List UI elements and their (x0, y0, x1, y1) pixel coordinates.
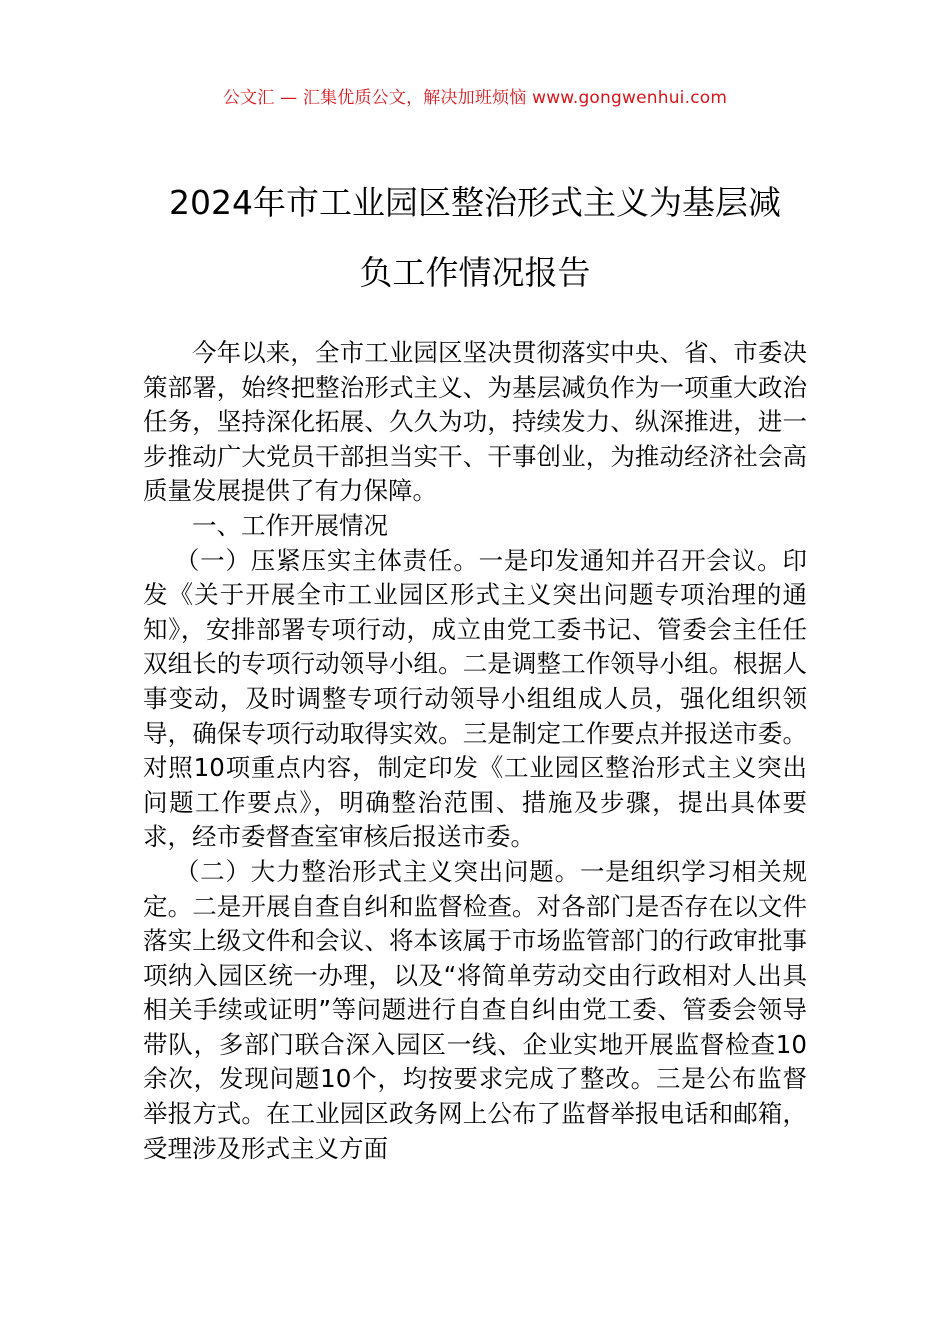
document-body (143, 336, 807, 1166)
paragraph-intro: 今年以来，全市工业园区坚决贯彻落实中央、省、市委决策部署，始终把整治形式主义、为基层减负作为一项重大政治任务，坚持深化拓展、久久为功，持续发力、纵深推进，进一步推动广大党员干部担当实干、干事创业，为推动经济社会高质量发展提供了有力保障。 (143, 338, 807, 506)
title-line-1: 2024年市工业园区整治形式主义为基层减 (169, 183, 781, 222)
header-banner: 公文汇 — 汇集优质公文，解决加班烦恼 www.gongwenhui.com (222, 88, 728, 108)
title-line-2: 负工作情况报告 (359, 253, 591, 292)
paragraph-section-2: （二）大力整治形式主义突出问题。一是组织学习相关规定。二是开展自查自纠和监督检查。对各部门是否存在以文件落实上级文件和会议、将本该属于市场监管部门的行政审批事项纳入园区统一办理，以及“将简单劳动交由行政相对人出具相关手续或证明”等问题进行自查自纠由党工委、管委会领导带队，多部门联合深入园区一线、企业实地开展监督检查10余次，发现问题10个，均按要求完成了整改。三是公布监督举报方式。在工业园区政务网上公布了监督举报电话和邮箱，受理涉及形式主义方面 (143, 856, 807, 1163)
document-title (100, 168, 850, 308)
section-heading: 一、工作开展情况 (192, 510, 388, 540)
paragraph-section-1: （一）压紧压实主体责任。一是印发通知并召开会议。印发《关于开展全市工业园区形式主义突出问题专项治理的通知》，安排部署专项行动，成立由党工委书记、管委会主任任双组长的专项行动领导小组。二是调整工作领导小组。根据人事变动，及时调整专项行动领导小组组成人员，强化组织领导，确保专项行动取得实效。三是制定工作要点并报送市委。对照10项重点内容，制定印发《工业园区整治形式主义突出问题工作要点》，明确整治范围、措施及步骤，提出具体要求，经市委督查室审核后报送市委。 (143, 545, 807, 852)
